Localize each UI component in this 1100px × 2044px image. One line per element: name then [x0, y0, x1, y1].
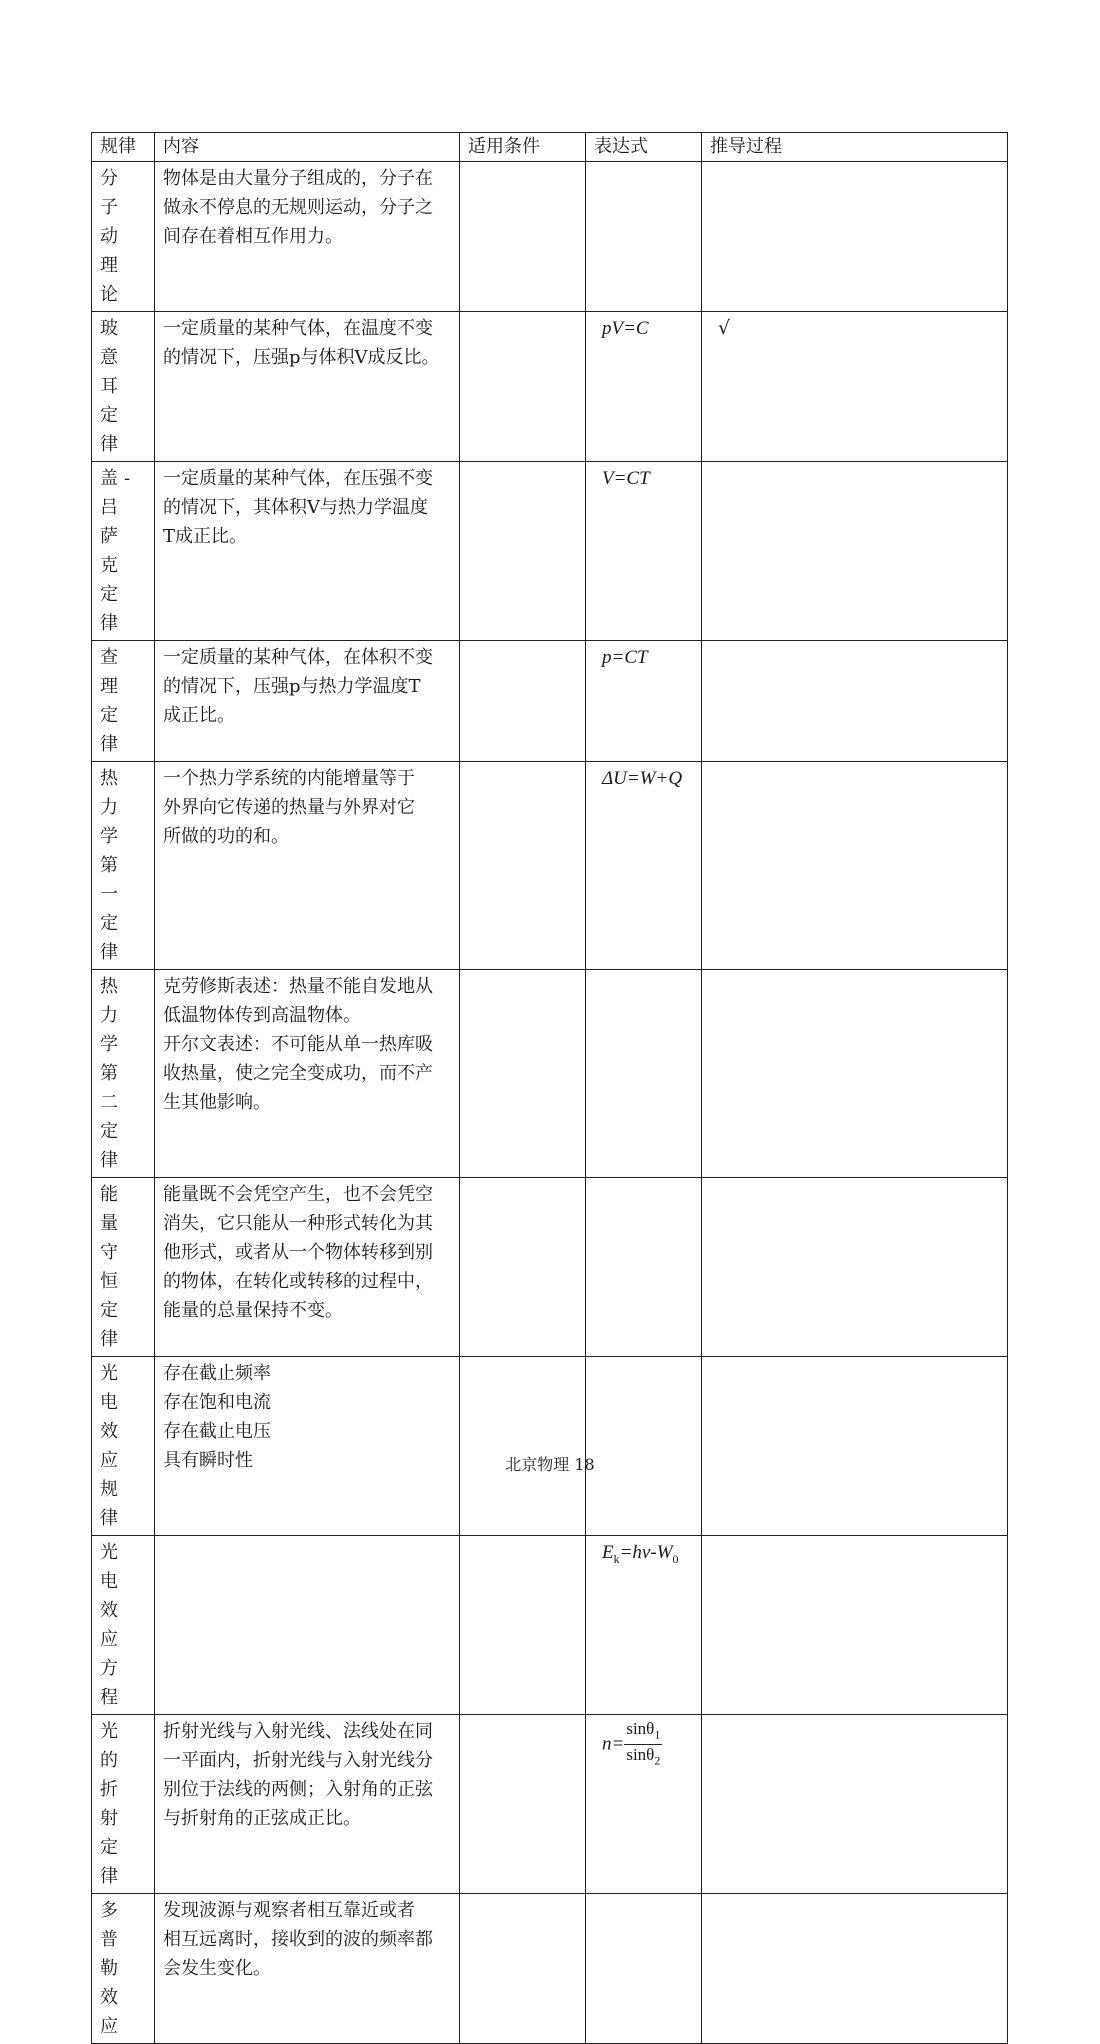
- law-name: [92, 162, 155, 312]
- law-content: [155, 641, 460, 762]
- law-name: [92, 1894, 155, 2044]
- table-row: [92, 1894, 1008, 2044]
- eq-e: E: [602, 1542, 614, 1563]
- content-line: 物体是由大量分子组成的，分子在: [163, 168, 433, 189]
- law-expression: [586, 1715, 702, 1894]
- content-line: 一定质量的某种气体，在压强不变: [163, 468, 433, 489]
- content-line: 相互远离时，接收到的波的频率都: [163, 1929, 433, 1950]
- law-conditions: [460, 1536, 586, 1715]
- header-law: 规律: [92, 133, 155, 162]
- law-derivation: [702, 1178, 1008, 1357]
- table-row: [92, 1715, 1008, 1894]
- content-line: 具有瞬时性: [163, 1450, 253, 1471]
- content-line: 存在截止电压: [163, 1421, 271, 1442]
- eq-k: k: [613, 1551, 620, 1566]
- law-name: [92, 1357, 155, 1536]
- header-expression: 表达式: [586, 133, 702, 162]
- content-line: 他形式，或者从一个物体转移到别: [163, 1242, 433, 1263]
- law-name-text: 分子动理论: [100, 168, 124, 305]
- content-line: 一个热力学系统的内能增量等于: [163, 768, 415, 789]
- law-name-text: 光电效应方程: [100, 1542, 124, 1708]
- law-derivation: [702, 1894, 1008, 2044]
- law-name: [92, 312, 155, 462]
- table-row: [92, 1357, 1008, 1536]
- num-sub: 1: [654, 1727, 661, 1742]
- law-content: [155, 312, 460, 462]
- law-name: [92, 1178, 155, 1357]
- content-line: 收热量，使之完全变成功，而不产: [163, 1063, 433, 1084]
- fraction-denominator: [624, 1745, 662, 1770]
- law-expression: [586, 1894, 702, 2044]
- table-row: [92, 162, 1008, 312]
- page-footer: 北京物理 18: [505, 1455, 595, 1474]
- header-content: 内容: [155, 133, 460, 162]
- table-row: [92, 312, 1008, 462]
- law-conditions: [460, 762, 586, 970]
- header-conditions: 适用条件: [460, 133, 586, 162]
- laws-table: [91, 132, 1008, 2044]
- law-name: [92, 1536, 155, 1715]
- content-line: 做永不停息的无规则运动，分子之: [163, 197, 433, 218]
- law-name-text: 盖-吕萨克定律: [100, 468, 137, 634]
- law-expression: [586, 162, 702, 312]
- table-header-row: [92, 133, 1008, 162]
- law-content: [155, 970, 460, 1178]
- content-line: 成正比。: [163, 705, 235, 726]
- law-name: [92, 1715, 155, 1894]
- law-expression: [586, 762, 702, 970]
- law-derivation: [702, 1536, 1008, 1715]
- law-content: [155, 1894, 460, 2044]
- law-name-text: 能量守恒定律: [100, 1184, 124, 1350]
- content-line: 的物体，在转化或转移的过程中，: [163, 1271, 433, 1292]
- law-name: [92, 762, 155, 970]
- content-line: 存在截止频率: [163, 1363, 271, 1384]
- law-name-text: 光电效应规律: [100, 1363, 124, 1529]
- law-conditions: [460, 1178, 586, 1357]
- content-line: 的情况下，压强p与体积V成反比。: [163, 347, 440, 368]
- content-line: 能量既不会凭空产生，也不会凭空: [163, 1184, 433, 1205]
- law-derivation: [702, 762, 1008, 970]
- content-line: 一定质量的某种气体，在体积不变: [163, 647, 433, 668]
- law-expression: [586, 641, 702, 762]
- table-row: [92, 1536, 1008, 1715]
- content-line: 一定质量的某种气体，在温度不变: [163, 318, 433, 339]
- law-derivation: [702, 970, 1008, 1178]
- law-content: [155, 1715, 460, 1894]
- refraction-formula: [594, 1717, 693, 1771]
- den-text: sinθ: [626, 1745, 655, 1765]
- content-line: 开尔文表述：不可能从单一热库吸: [163, 1034, 433, 1055]
- law-name-text: 热力学第二定律: [100, 976, 124, 1171]
- law-expression: [586, 1178, 702, 1357]
- law-derivation: [702, 462, 1008, 641]
- content-line: 发现波源与观察者相互靠近或者: [163, 1900, 415, 1921]
- law-expression: [586, 1357, 702, 1536]
- content-line: 能量的总量保持不变。: [163, 1300, 343, 1321]
- table-row: [92, 462, 1008, 641]
- law-content: [155, 762, 460, 970]
- law-conditions: [460, 462, 586, 641]
- law-derivation: [702, 641, 1008, 762]
- expression-text: V=CT: [602, 468, 650, 489]
- content-line: 会发生变化。: [163, 1958, 271, 1979]
- law-name-text: 多普勒效应: [100, 1900, 124, 2037]
- law-expression: [586, 312, 702, 462]
- content-line: 与折射角的正弦成正比。: [163, 1808, 361, 1829]
- law-conditions: [460, 1894, 586, 2044]
- content-line: 生其他影响。: [163, 1092, 271, 1113]
- fraction: [624, 1719, 662, 1771]
- expression-text: ΔU=W+Q: [602, 768, 683, 789]
- law-derivation: [702, 312, 1008, 462]
- law-derivation: [702, 162, 1008, 312]
- eq-rest: =hν-W: [619, 1542, 673, 1563]
- law-conditions: [460, 641, 586, 762]
- content-line: 的情况下，其体积V与热力学温度: [163, 497, 428, 518]
- law-conditions: [460, 1715, 586, 1894]
- den-sub: 2: [654, 1753, 661, 1768]
- eq-zero: 0: [672, 1551, 679, 1566]
- law-name: [92, 970, 155, 1178]
- law-name-text: 光的折射定律: [100, 1721, 124, 1887]
- law-name-text: 热力学第一定律: [100, 768, 124, 963]
- law-content: [155, 1178, 460, 1357]
- law-derivation: [702, 1357, 1008, 1536]
- law-content: [155, 1536, 460, 1715]
- content-line: 折射光线与入射光线、法线处在同: [163, 1721, 433, 1742]
- law-conditions: [460, 312, 586, 462]
- law-conditions: [460, 162, 586, 312]
- content-line: 一平面内，折射光线与入射光线分: [163, 1750, 433, 1771]
- law-name-text: 玻意耳定律: [100, 318, 124, 455]
- photoelectric-equation: [594, 1538, 693, 1574]
- law-expression: [586, 970, 702, 1178]
- law-name-text: 查理定律: [100, 647, 124, 755]
- derivation-text: √: [718, 317, 731, 339]
- law-expression: [586, 1536, 702, 1715]
- law-conditions: [460, 970, 586, 1178]
- content-line: 低温物体传到高温物体。: [163, 1005, 361, 1026]
- content-line: 别位于法线的两侧；入射角的正弦: [163, 1779, 433, 1800]
- table-row: [92, 641, 1008, 762]
- law-expression: [586, 462, 702, 641]
- law-conditions: [460, 1357, 586, 1536]
- num-text: sinθ: [626, 1719, 655, 1738]
- content-line: T成正比。: [163, 526, 248, 547]
- law-content: [155, 162, 460, 312]
- law-content: [155, 1357, 460, 1536]
- content-line: 克劳修斯表述：热量不能自发地从: [163, 976, 433, 997]
- table-row: [92, 1178, 1008, 1357]
- eq-n: n=: [602, 1733, 625, 1755]
- law-derivation: [702, 1715, 1008, 1894]
- content-line: 所做的功的和。: [163, 826, 289, 847]
- fraction-numerator: [624, 1719, 662, 1745]
- header-derivation: 推导过程: [702, 133, 1008, 162]
- expression-text: p=CT: [602, 647, 648, 668]
- table-row: [92, 970, 1008, 1178]
- content-line: 的情况下，压强p与热力学温度T: [163, 676, 421, 697]
- content-line: 消失，它只能从一种形式转化为其: [163, 1213, 433, 1234]
- law-content: [155, 462, 460, 641]
- content-line: 外界向它传递的热量与外界对它: [163, 797, 415, 818]
- content-line: 间存在着相互作用力。: [163, 226, 343, 247]
- table-row: [92, 762, 1008, 970]
- law-name: [92, 462, 155, 641]
- content-line: 存在饱和电流: [163, 1392, 271, 1413]
- expression-text: pV=C: [602, 318, 649, 339]
- law-name: [92, 641, 155, 762]
